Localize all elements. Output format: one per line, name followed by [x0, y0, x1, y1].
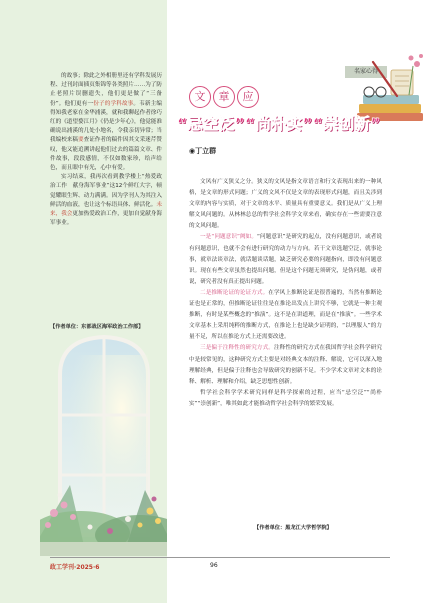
left-article-text	[50, 72, 162, 228]
journal-issue: 政工学刊·2025·6	[50, 564, 100, 571]
left-highlight: 份子的学科故事	[93, 100, 134, 107]
article-title: “忌空泛”“尚朴实”“崇创新”	[177, 115, 381, 133]
page-number: 96	[210, 562, 218, 569]
footer-rule	[50, 557, 390, 558]
circle-title-chars	[189, 86, 259, 108]
left-text: 更加热爱政治工作，更加自觉献身海军事业。	[50, 211, 162, 227]
right-paragraph	[189, 288, 382, 343]
right-highlight: 三是偏于注释性的研究方式。	[200, 345, 274, 352]
article-author: ◉丁立群	[189, 147, 217, 155]
circle-char: 文	[189, 86, 211, 108]
left-text: 查证作者的稿件因其文采迷芹赞叹，他又能追溯讲起他们过去的篇篇文章、件件故事，段段感情，不仅如数家珍，给声给色，而且眼中有光，心中有爱。	[50, 137, 162, 172]
circle-char: 章	[213, 86, 235, 108]
right-paragraph	[189, 232, 382, 287]
right-paragraph	[189, 343, 382, 387]
right-paragraph	[189, 388, 382, 410]
right-text: 注释性的研究方式在我国哲学社会科学研究中是较常见的，这种研究方式主要是对经典文本的注释、解说，它可以深入地理解经典，但是偏于注释也会导致研究的创新不足。不少学术文章对文本的诠释、解析、理解和介绍，缺乏思想性创新。	[189, 345, 382, 385]
right-highlight: 二是推断论证的论证方式。	[200, 289, 269, 296]
left-highlight: 未来，我会	[50, 201, 162, 218]
left-paragraph	[50, 173, 162, 228]
article-body	[189, 177, 382, 410]
right-paragraph	[189, 177, 382, 232]
left-column	[0, 0, 167, 603]
column-tag: 名家心得	[345, 66, 387, 78]
right-author-unit: 【作者单位：黑龙江大学哲学院】	[254, 525, 332, 531]
left-author-unit: 【作者单位：东部战区海军政治工作部】	[50, 324, 144, 330]
left-text: 的故事；除此之外相册里还有学科发展历程、过刊封面插页集锦等各类照片……为了防止老照片误删遗失，他们更是做了“三备份”。他们更有一	[50, 73, 162, 107]
window-flowers-painting	[40, 335, 167, 556]
left-text: 。韦新主编得知我老家在金华浦溪，就和我聊起作者徐巧红的《道望婺江月》《仍是少年心》，他觉能准确说出浦溪的几处小地名，令我亲切异常；当我编校来稿	[50, 100, 162, 144]
right-text: 哲学社会科学学术研究同样是科学探索的过程，应当“忌空泛”“尚朴实”“崇创新”，唯其如此才能推动哲学社会科学的繁荣发展。	[189, 389, 382, 407]
right-text: 在学风上推断论证是很普遍的，当然有推断论证也是正常的，但推断论证往往是在推论出发点上讲究不够，它就是一种主观推断，有时是某些概念的“推演”。这不是在讲道理，而是在“推演”。一些学术文章基本上采用纯粹的推断方式，在推论上也是缺少证明的，“以理服人”的力量不足，所以在推论方式上还需要改进。	[189, 289, 382, 341]
left-highlight: 要	[78, 137, 84, 144]
left-paragraph	[50, 72, 162, 173]
left-text: 实习结束，我再次看到教学楼上“热爱政治工作 献身海军事业”这12个鲜红大字，顿觉耀眼生辉、动力满满。因为学刊人为其注入鲜活的血液，也让这个标语具体、鲜活化。	[50, 174, 162, 208]
circle-char: 应	[237, 86, 259, 108]
right-article	[167, 0, 427, 603]
right-highlight: 一是“问题意识”阙如。	[200, 234, 258, 241]
right-text: 文风有广义狭义之分。狭义的文风是指文章语言和行文表现出来的一种风格，是文章的形式问题；广义的文风不仅是文章的表现形式问题，而且关涉到文章的内容与实质，对于文章的水平、质量具有重要意义。我们是从广义上理解文风问题的。从林林总总的哲学社会科学文章来看，确实存在一些需要注意的文风问题。	[189, 179, 382, 230]
right-text: “问题意识”是研究的起点，没有问题意识，或者说有问题意识，也就不会有进行研究的动力与方向。若干文章选题空泛，就事论事，就章法谈章法，就话题谈话题，缺乏研究必要的问题指向，即没有问题意识。现在有些文章虽然也提出问题，但是这个问题无须研究，是伪问题，或者说，研究者没有真正提出问题。	[189, 234, 383, 285]
